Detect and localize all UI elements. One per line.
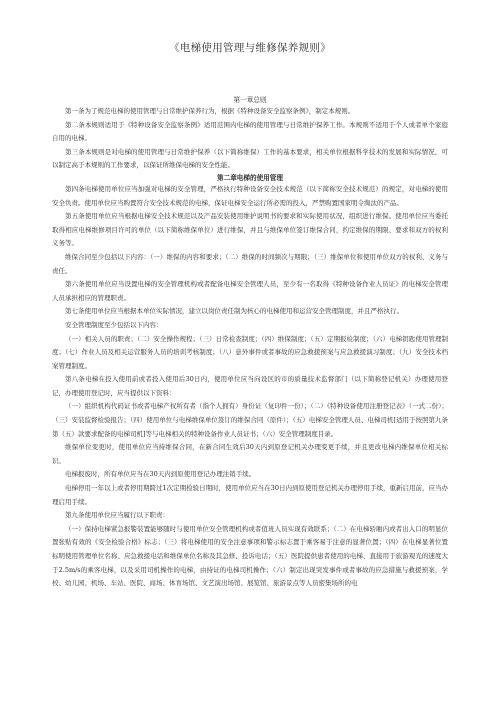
paragraph-registration-docs: （一）组织机构代码证书或者电梯产权所有者（指个人拥有）身份证（复印件一份）；（二）《特种设备使用注册登记表》（一式二份）；（三）安装监督检验报告；（四）使用单位与电梯维保单位签订的维保合同（原件）；（五）电梯安全管理人员、电梯司机[适用于按照第九条第（五）款要求配备的电梯司机]等与电梯相关的特种设备作业人员证书；（六）安全管理制度目录。 — [52, 402, 448, 438]
paragraph-article-6: 第六条使用单位应当设置电梯的安全管理机构或者配备电梯安全管理人员，至少有一名取得《特种设备作业人员证》的电梯安全管理人员承担相应的管理职责。 — [52, 280, 448, 302]
chapter-heading-2: 第二章电梯的使用管理 — [217, 173, 283, 182]
paragraph-scrapping: 电梯报废时，所有单位应当在30天内到原使用登记办理注销手续。 — [65, 470, 256, 479]
chapter-heading-1: 第一章总则 — [233, 96, 267, 104]
paragraph-article-4: 第四条电梯使用单位应当加强对电梯的安全管理，严格执行特种设备安全技术规范（以下简称安全技术规范）的规定，对电梯的使用安全负责。使用单位应当购置符合安全技术规范的电梯，保证电梯安全运行所必需的投入，严禁购置国家明令淘汰的产品。 — [52, 184, 448, 207]
paragraph-duties-list: （一）保持电梯紧急报警装置能够随时与使用单位安全管理机构或者值班人员实现有效联系；（二）在电梯轿厢内或者出入口的明显位置张贴有效的《安全检验合格》标志；（三）将电梯使用的安全注意事项和警示标志置于乘客易于注意的显著位置；（四）在电梯显著位置标明使用管理单位名称、应急救援电话和维保单位名称及其急修、投诉电话；（五）医院提供患者使用的电梯、直接用于旅游观光的速度大于2.5m/s的乘客电梯，以及采用司机操作的电梯，由持证的电梯司机操作；（六）制定出现突发事件或者事故的应急措施与救援预案，学校、幼儿园、机场、车站、医院、商场、体育场馆、文艺演出场馆、展览馆、旅游景点等人员密集场所的电 — [52, 524, 448, 588]
paragraph-rules-list: （一）相关人员的职责；（二）安全操作规程；（三）日常检查制度；（四）维保制度；（五）定期报检制度；（六）电梯钥匙使用管理制度；（七）作业人员及相关运营服务人员的培训考核制度；（八）意外事件或者事故的应急救援预案与应急救援演习制度；（九）安全技术档案管理制度。 — [52, 334, 448, 370]
paragraph-suspension: 电梯停用一年以上或者停用期跨过1次定期检验日期时，使用单位应当在30日内到原使用登记机关办理停用手续，重新启用前，应当办理启用手续。 — [52, 484, 448, 506]
paragraph-article-1: 第一条为了规范电梯的使用管理与日常维护保养行为，根据《特种设备安全监察条例》，制定本规则。 — [65, 107, 355, 115]
paragraph-maintenance-change: 维保单位变更时，使用单位应当持维保合同，在新合同生效后30天内到原登记机关办理变更手续，并且更改电梯内维保单位相关标识。 — [52, 443, 448, 465]
paragraph-article-5: 第五条使用单位应当根据电梯安全技术规范以及产品安装使用维护说明书的要求和实际使用状况，组织进行维保。使用单位应当委托取得相应电梯维修项目许可的单位（以下简称维保单位）进行维保，并且与维保单位签订维保合同，约定维保的期限、要求和双方的权利义务等。 — [52, 212, 448, 248]
paragraph-article-2: 第二条本规则适用于《特种设备安全监察条例》适用范围内电梯的使用管理与日常维护保养工作。本规则不适用于个人或者单个家庭自用的电梯。 — [52, 120, 448, 143]
document-title: 《电梯使用管理与维修保养规则》 — [169, 42, 331, 54]
paragraph-rules-intro: 安全管理制度至少包括以下内容： — [65, 320, 163, 329]
paragraph-article-8: 第八条电梯在投入使用前或者投入使用后30日内，使用单位应当向设区的市的质量技术监督部门（以下简称登记机关）办理使用登记，办理使用登记时，应当提供以下资料： — [52, 375, 448, 397]
paragraph-article-7: 第七条使用单位应当根据本单位实际情况，建立以岗位责任制为核心的电梯使用和运营安全管理制度，并且严格执行。 — [65, 307, 403, 316]
paragraph-contract-contents: 维保合同至少包括以下内容：（一）维保的内容和要求；（二）维保的时间频次与期限；（三）维保单位和使用单位双方的权利、义务与责任。 — [52, 252, 448, 275]
paragraph-article-3: 第三条本规则是对电梯的使用管理与日常维护保养（以下简称维保）工作的基本要求，相关单位根据科学技术的发展和实际情况，可以制定高于本规则的工作要求，以保证所维保电梯的安全性能。 — [52, 147, 448, 170]
paragraph-article-9: 第九条使用单位应当履行以下职责： — [65, 511, 169, 520]
